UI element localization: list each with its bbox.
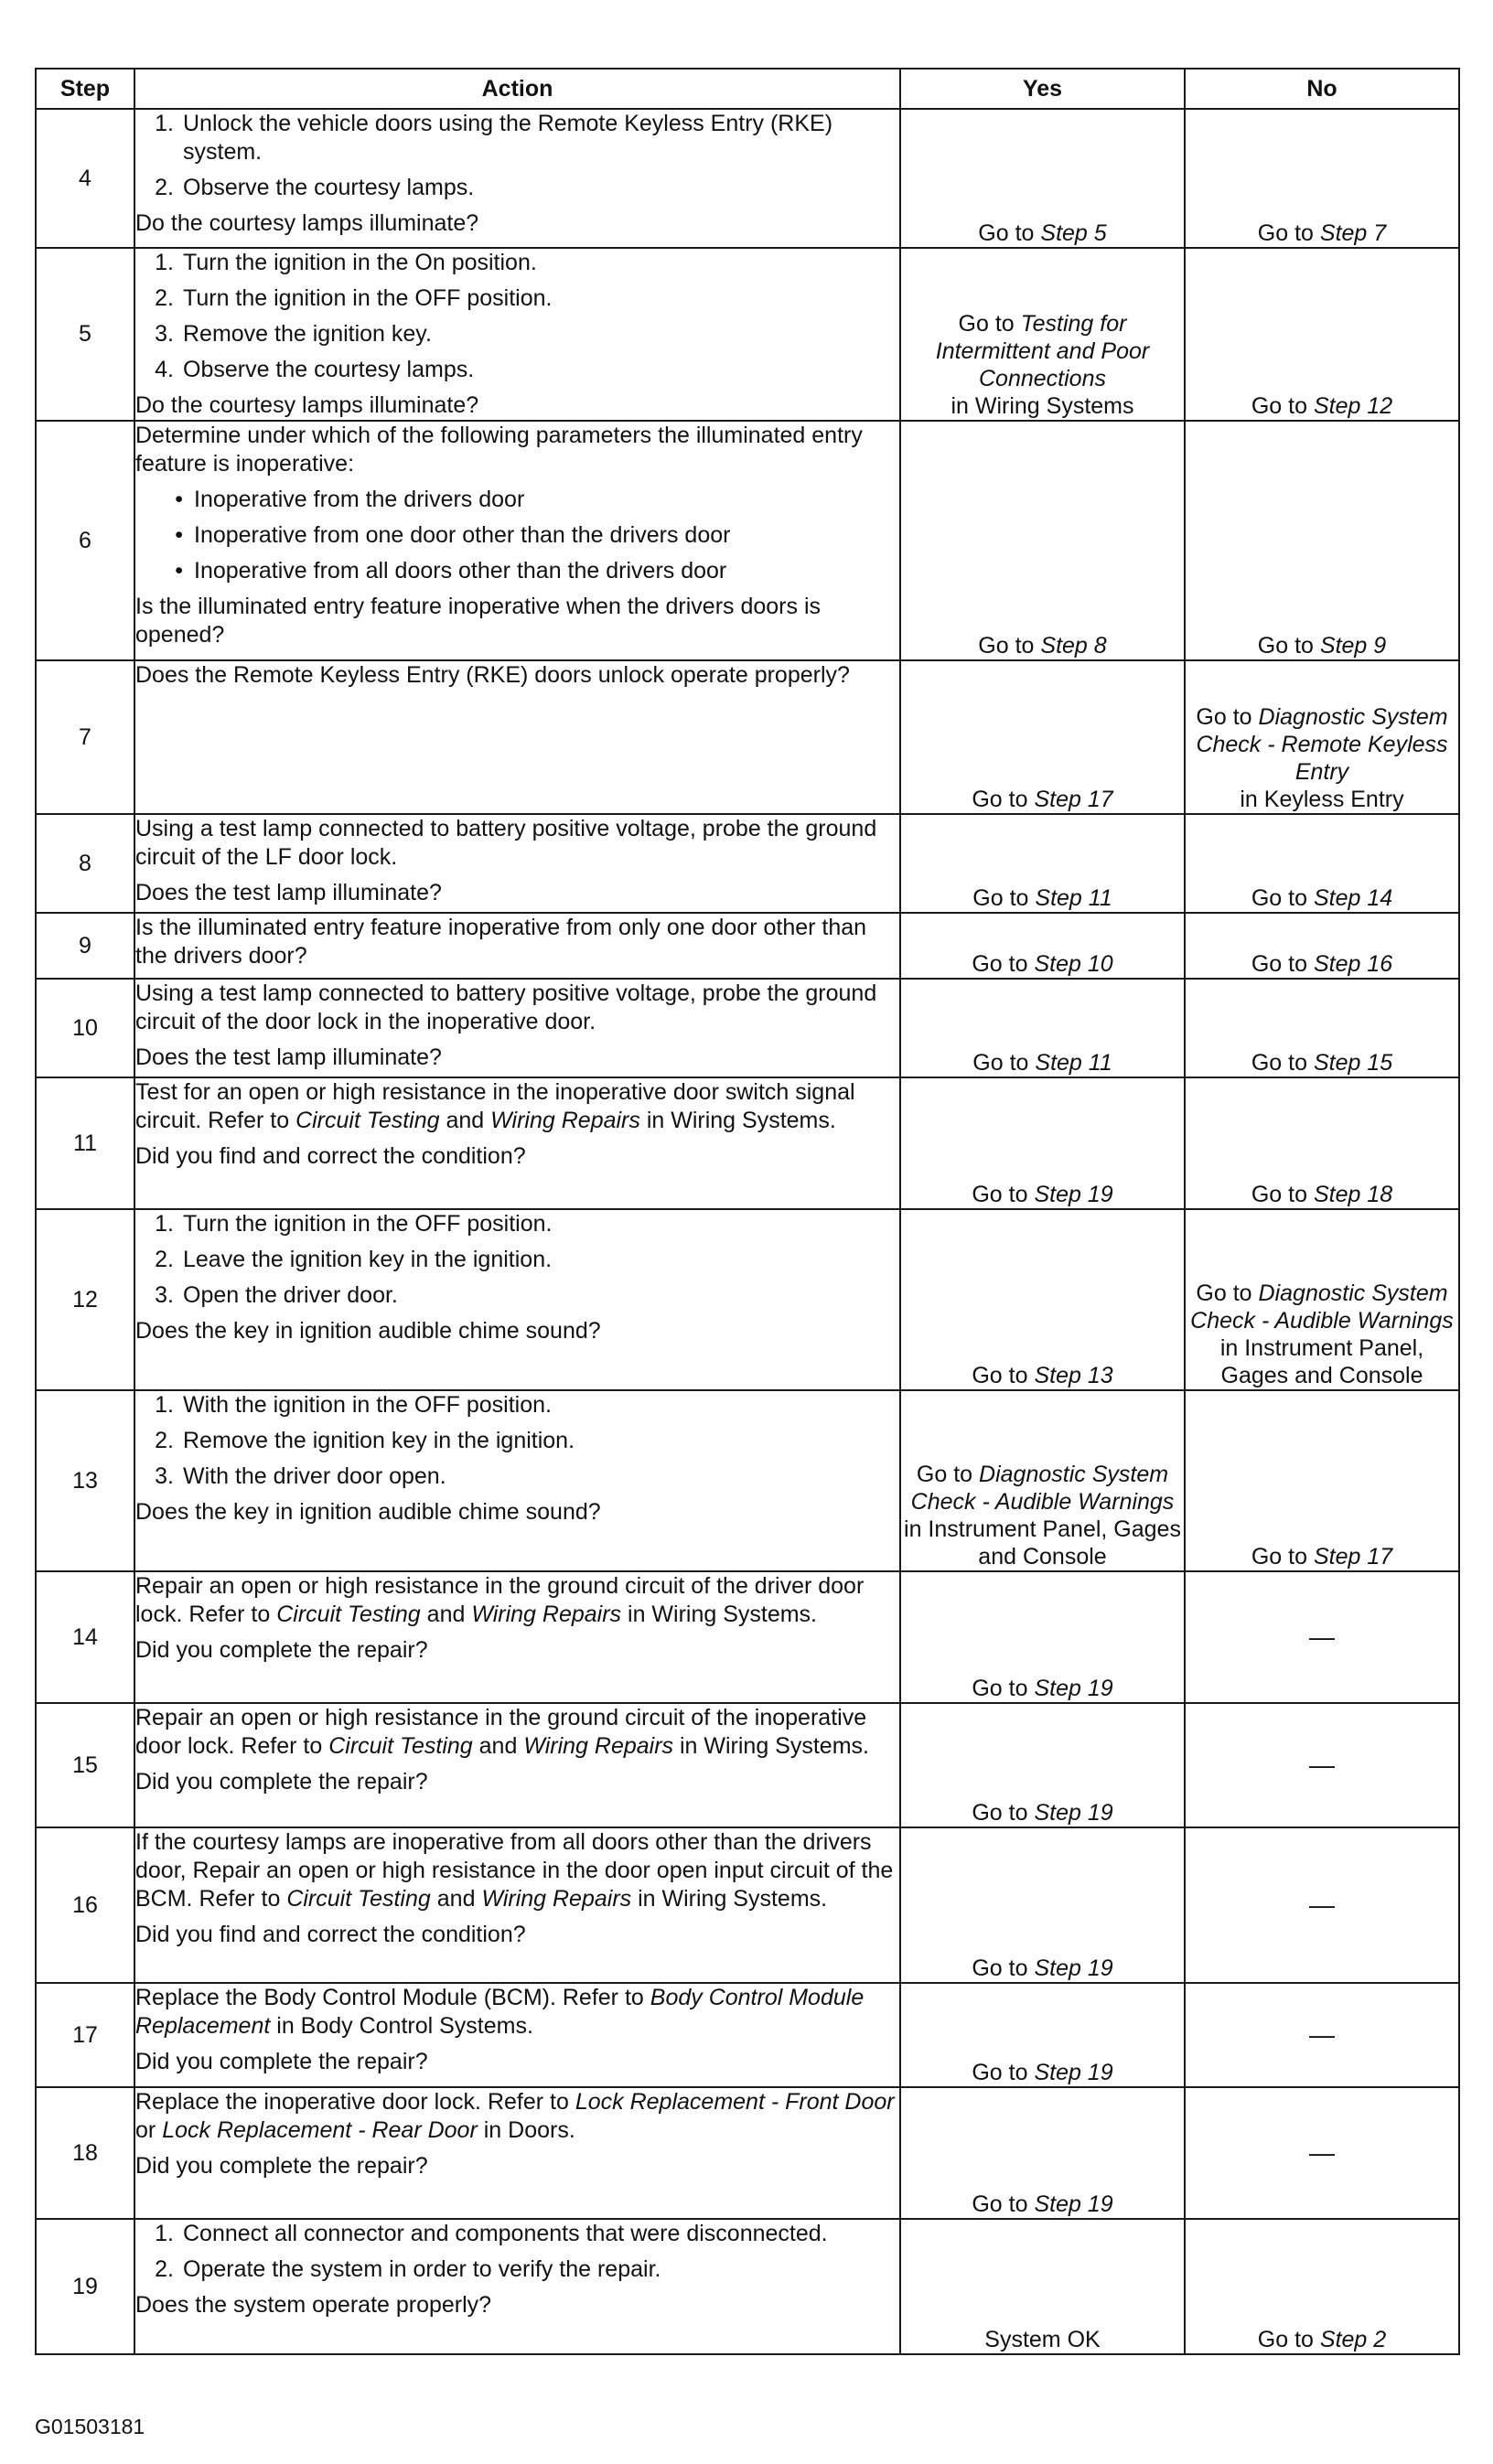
step-number: 13 (36, 1390, 134, 1571)
reference-link: Wiring Repairs (523, 1733, 674, 1759)
action-intro: Does the Remote Keyless Entry (RKE) doors unlock operate properly? (135, 662, 850, 688)
yes-result (900, 109, 1185, 248)
no-prefix: Go to (1251, 1544, 1307, 1569)
no-step-link: Step 7 (1319, 220, 1387, 246)
action-cell (134, 1077, 900, 1209)
action-text-c: and (426, 1602, 466, 1627)
no-reference: Diagnostic System Check - Remote Keyless Entry (1196, 704, 1448, 785)
action-cell (134, 109, 900, 248)
no-prefix: Go to (1251, 1182, 1307, 1207)
no-result (1185, 913, 1459, 979)
header-action: Action (134, 69, 900, 109)
step-number: 18 (36, 2087, 134, 2219)
yes-result (900, 1983, 1185, 2087)
yes-prefix: Go to (972, 1800, 1028, 1826)
action-text-c: in Body Control Systems. (276, 2013, 533, 2039)
action-text-a: Repair an open or high resistance in the ground circuit of the driver door lock. Refer to (135, 1573, 865, 1627)
action-cell (134, 814, 900, 913)
action-text-c: or (135, 2117, 156, 2143)
action-question: Did you find and correct the condition? (135, 1143, 526, 1169)
step-number: 7 (36, 660, 134, 814)
numbered-step (135, 110, 899, 166)
yes-prefix: Go to (972, 1050, 1029, 1076)
step-index: 2. (155, 2256, 174, 2282)
diagnostic-table (35, 68, 1460, 2355)
yes-step-link: Step 19 (1034, 1800, 1113, 1826)
step-number: 9 (36, 913, 134, 979)
reference-link: Wiring Repairs (471, 1602, 622, 1627)
yes-result (900, 1703, 1185, 1827)
action-question: Is the illuminated entry feature inoperative when the drivers doors is opened? (135, 594, 821, 648)
table-row (36, 814, 1459, 913)
no-result (1185, 2087, 1459, 2219)
yes-step-link: Step 13 (1034, 1363, 1113, 1388)
table-body (36, 109, 1459, 2354)
yes-suffix: in Instrument Panel, Gages and Console (904, 1516, 1181, 1569)
no-suffix: in Instrument Panel, Gages and Console (1219, 1335, 1424, 1388)
step-number: 6 (36, 421, 134, 660)
action-text (135, 2088, 899, 2145)
action-cell (134, 913, 900, 979)
no-dash: — (1309, 1623, 1335, 1651)
step-number: 12 (36, 1209, 134, 1390)
action-cell (134, 1571, 900, 1703)
table-row (36, 1703, 1459, 1827)
no-dash: — (1309, 2020, 1335, 2049)
action-cell (134, 1703, 900, 1827)
table-row (36, 1390, 1459, 1571)
bullet-text: Inoperative from all doors other than the drivers door (194, 558, 727, 584)
action-question: Did you complete the repair? (135, 2049, 428, 2074)
bullet-item (135, 521, 899, 550)
action-intro: Using a test lamp connected to battery positive voltage, probe the ground circuit of the LF door lock. (135, 816, 877, 870)
no-dash: — (1309, 1751, 1335, 1779)
no-step-link: Step 16 (1313, 951, 1393, 977)
reference-link: Circuit Testing (276, 1602, 421, 1627)
table-row (36, 2087, 1459, 2219)
step-number: 5 (36, 248, 134, 421)
yes-result (900, 814, 1185, 913)
step-instruction: Connect all connector and components that were disconnected. (183, 2221, 828, 2246)
yes-prefix: Go to (972, 885, 1029, 911)
no-suffix: in Keyless Entry (1240, 787, 1404, 812)
header-step: Step (36, 69, 134, 109)
table-row (36, 660, 1459, 814)
action-text-c: and (478, 1733, 518, 1759)
yes-step-link: Step 19 (1034, 1955, 1113, 1981)
action-text (135, 1984, 899, 2041)
no-step-link: Step 18 (1313, 1182, 1393, 1207)
yes-result (900, 2219, 1185, 2354)
step-instruction: Observe the courtesy lamps. (183, 357, 475, 382)
table-row (36, 1209, 1459, 1390)
action-cell (134, 1390, 900, 1571)
step-instruction: Leave the ignition key in the ignition. (183, 1247, 553, 1272)
step-instruction: Unlock the vehicle doors using the Remote Keyless Entry (RKE) system. (183, 111, 833, 165)
table-row (36, 1077, 1459, 1209)
yes-step-link: Step 11 (1035, 885, 1112, 911)
action-question: Is the illuminated entry feature inoperative from only one door other than the drivers door? (135, 915, 867, 969)
action-question: Does the system operate properly? (135, 2292, 492, 2318)
action-text-a: Repair an open or high resistance in the ground circuit of the inoperative door lock. Refer to (135, 1705, 867, 1759)
yes-step-link: Step 19 (1034, 2191, 1113, 2217)
step-number: 15 (36, 1703, 134, 1827)
no-result (1185, 248, 1459, 421)
no-step-link: Step 12 (1313, 393, 1393, 419)
yes-result (900, 979, 1185, 1077)
no-step-link: Step 9 (1319, 633, 1387, 659)
yes-step-link: Step 10 (1034, 951, 1113, 977)
action-intro: Determine under which of the following parameters the illuminated entry feature is inoperative: (135, 423, 863, 477)
step-index: 2. (155, 285, 174, 311)
yes-result (900, 1077, 1185, 1209)
yes-prefix: Go to (972, 787, 1028, 812)
action-text-e: in Wiring Systems. (646, 1108, 836, 1133)
table-row (36, 248, 1459, 421)
yes-result (900, 1390, 1185, 1571)
no-step-link: Step 2 (1319, 2327, 1387, 2352)
step-index: 1. (155, 2221, 174, 2246)
bullet-item (135, 557, 899, 585)
step-index: 2. (155, 1247, 174, 1272)
step-index: 3. (155, 321, 174, 347)
numbered-step (135, 320, 899, 348)
action-text-e: in Wiring Systems. (628, 1602, 817, 1627)
numbered-step (135, 1391, 899, 1419)
action-text (135, 1704, 899, 1761)
table-row (36, 1827, 1459, 1983)
action-question: Did you complete the repair? (135, 1769, 428, 1794)
action-question: Does the key in ignition audible chime sound? (135, 1318, 601, 1344)
action-text-e: in Wiring Systems. (680, 1733, 869, 1759)
step-instruction: Remove the ignition key in the ignition. (183, 1428, 575, 1453)
action-cell (134, 979, 900, 1077)
header-yes: Yes (900, 69, 1185, 109)
numbered-step (135, 284, 899, 313)
action-text-e: in Doors. (483, 2117, 575, 2143)
action-question: Does the test lamp illuminate? (135, 1045, 442, 1070)
yes-result (900, 1827, 1185, 1983)
action-cell (134, 2087, 900, 2219)
header-no: No (1185, 69, 1459, 109)
no-result (1185, 979, 1459, 1077)
no-reference: Diagnostic System Check - Audible Warnings (1190, 1280, 1454, 1334)
step-number: 8 (36, 814, 134, 913)
action-cell (134, 1983, 900, 2087)
bullet-item (135, 486, 899, 514)
yes-prefix: Go to (972, 1955, 1028, 1981)
no-result (1185, 1209, 1459, 1390)
step-number: 14 (36, 1571, 134, 1703)
yes-step-link: Step 19 (1034, 2060, 1113, 2085)
action-question: Does the test lamp illuminate? (135, 880, 442, 905)
no-result (1185, 1703, 1459, 1827)
action-question: Do the courtesy lamps illuminate? (135, 392, 479, 418)
step-number: 19 (36, 2219, 134, 2354)
step-instruction: With the ignition in the OFF position. (183, 1392, 552, 1418)
yes-prefix: Go to (958, 311, 1015, 337)
reference-link: Circuit Testing (328, 1733, 473, 1759)
action-text-a: Replace the inoperative door lock. Refer to (135, 2089, 569, 2115)
action-text-a: Replace the Body Control Module (BCM). Refer to (135, 1985, 644, 2010)
numbered-step (135, 1210, 899, 1238)
yes-prefix: Go to (972, 2060, 1028, 2085)
step-instruction: Open the driver door. (183, 1282, 398, 1308)
reference-link: Wiring Repairs (481, 1886, 632, 1912)
action-cell (134, 2219, 900, 2354)
reference-link: Body Control Module Replacement (135, 1985, 865, 2039)
bullet-text: Inoperative from the drivers door (194, 487, 525, 512)
yes-step-link: Step 17 (1034, 787, 1113, 812)
action-text (135, 1828, 899, 1913)
step-index: 3. (155, 1282, 174, 1308)
table-row (36, 1983, 1459, 2087)
no-result (1185, 2219, 1459, 2354)
step-number: 4 (36, 109, 134, 248)
table-row (36, 913, 1459, 979)
no-result (1185, 421, 1459, 660)
yes-step-link: Step 19 (1034, 1182, 1113, 1207)
table-row (36, 979, 1459, 1077)
step-index: 3. (155, 1463, 174, 1489)
numbered-step (135, 1281, 899, 1310)
no-result (1185, 814, 1459, 913)
no-result (1185, 1390, 1459, 1571)
no-prefix: Go to (1196, 1280, 1252, 1306)
table-row (36, 2219, 1459, 2354)
no-prefix: Go to (1251, 951, 1307, 977)
step-index: 4. (155, 357, 174, 382)
step-instruction: Remove the ignition key. (183, 321, 432, 347)
bullet-icon: • (175, 522, 183, 548)
step-index: 2. (155, 175, 174, 200)
action-text-c: and (446, 1108, 485, 1133)
step-number: 17 (36, 1983, 134, 2087)
numbered-step (135, 1427, 899, 1455)
action-text (135, 1078, 899, 1135)
reference-link: Wiring Repairs (490, 1108, 640, 1133)
yes-prefix: Go to (916, 1462, 973, 1487)
action-question: Do the courtesy lamps illuminate? (135, 210, 479, 236)
no-dash: — (1309, 1891, 1335, 1919)
no-result (1185, 1827, 1459, 1983)
yes-result (900, 2087, 1185, 2219)
yes-result (900, 1571, 1185, 1703)
numbered-step (135, 174, 899, 202)
numbered-step (135, 1246, 899, 1274)
yes-result (900, 913, 1185, 979)
action-cell (134, 421, 900, 660)
yes-reference: Testing for Intermittent and Poor Connections (935, 311, 1150, 391)
reference-link: Lock Replacement - Rear Door (162, 2117, 478, 2143)
yes-prefix: Go to (978, 633, 1035, 659)
yes-step-link: Step 8 (1040, 633, 1107, 659)
bullet-text: Inoperative from one door other than the drivers door (194, 522, 731, 548)
yes-result (900, 660, 1185, 814)
action-question: Did you complete the repair? (135, 2153, 428, 2179)
yes-prefix: Go to (972, 1363, 1028, 1388)
step-index: 1. (155, 1211, 174, 1237)
action-cell (134, 248, 900, 421)
yes-step-link: Step 19 (1034, 1676, 1113, 1701)
step-index: 1. (155, 1392, 174, 1418)
step-number: 10 (36, 979, 134, 1077)
no-dash: — (1309, 2138, 1335, 2167)
step-number: 11 (36, 1077, 134, 1209)
yes-result (900, 1209, 1185, 1390)
reference-link: Circuit Testing (286, 1886, 431, 1912)
yes-prefix: Go to (972, 1182, 1028, 1207)
yes-prefix: Go to (972, 1676, 1028, 1701)
step-instruction: Turn the ignition in the OFF position. (183, 1211, 553, 1237)
action-cell (134, 1827, 900, 1983)
table-row (36, 109, 1459, 248)
action-question: Did you find and correct the condition? (135, 1922, 526, 1947)
numbered-step (135, 1462, 899, 1491)
step-index: 1. (155, 111, 174, 136)
action-cell (134, 1209, 900, 1390)
yes-reference: Diagnostic System Check - Audible Warnings (910, 1462, 1175, 1515)
no-prefix: Go to (1257, 2327, 1314, 2352)
yes-prefix: Go to (972, 2191, 1028, 2217)
no-prefix: Go to (1251, 885, 1307, 911)
no-result (1185, 1983, 1459, 2087)
numbered-step (135, 249, 899, 277)
reference-link: Lock Replacement - Front Door (575, 2089, 895, 2115)
numbered-step (135, 2255, 899, 2284)
action-intro: Using a test lamp connected to battery positive voltage, probe the ground circuit of the door lock in the inoperative door. (135, 980, 877, 1034)
action-text-a: If the courtesy lamps are inoperative from all doors other than the drivers door, Repair an open or high resistance in the door open input circuit of the BCM. Refer to (135, 1829, 894, 1912)
no-step-link: Step 15 (1313, 1050, 1393, 1076)
yes-text: System OK (984, 2327, 1101, 2352)
step-instruction: Turn the ignition in the On position. (183, 250, 537, 275)
no-step-link: Step 17 (1313, 1544, 1393, 1569)
table-row (36, 421, 1459, 660)
figure-id: G01503181 (35, 2415, 145, 2438)
action-text-a: Test for an open or high resistance in the inoperative door switch signal circuit. Refer to (135, 1079, 855, 1133)
yes-step-link: Step 11 (1035, 1050, 1112, 1076)
yes-prefix: Go to (972, 951, 1028, 977)
yes-result (900, 248, 1185, 421)
no-prefix: Go to (1251, 393, 1307, 419)
yes-suffix: in Wiring Systems (951, 393, 1134, 419)
no-step-link: Step 14 (1313, 885, 1393, 911)
yes-result (900, 421, 1185, 660)
step-index: 2. (155, 1428, 174, 1453)
no-result (1185, 109, 1459, 248)
reference-link: Circuit Testing (295, 1108, 440, 1133)
step-number: 16 (36, 1827, 134, 1983)
no-result (1185, 1077, 1459, 1209)
action-cell (134, 660, 900, 814)
table-row (36, 1571, 1459, 1703)
numbered-step (135, 356, 899, 384)
no-prefix: Go to (1257, 633, 1314, 659)
no-prefix: Go to (1257, 220, 1314, 246)
step-instruction: Observe the courtesy lamps. (183, 175, 475, 200)
bullet-icon: • (175, 487, 183, 512)
no-result (1185, 1571, 1459, 1703)
step-instruction: Operate the system in order to verify the repair. (183, 2256, 661, 2282)
no-prefix: Go to (1251, 1050, 1307, 1076)
action-text-c: and (436, 1886, 476, 1912)
numbered-step (135, 2220, 899, 2248)
no-prefix: Go to (1196, 704, 1252, 730)
no-result (1185, 660, 1459, 814)
yes-step-link: Step 5 (1040, 220, 1107, 246)
table-header-row (36, 69, 1459, 109)
action-text (135, 1572, 899, 1629)
step-instruction: Turn the ignition in the OFF position. (183, 285, 553, 311)
action-question: Did you complete the repair? (135, 1637, 428, 1663)
step-instruction: With the driver door open. (183, 1463, 446, 1489)
bullet-icon: • (175, 558, 183, 584)
yes-prefix: Go to (978, 220, 1035, 246)
action-text-e: in Wiring Systems. (638, 1886, 828, 1912)
step-index: 1. (155, 250, 174, 275)
action-question: Does the key in ignition audible chime sound? (135, 1499, 601, 1525)
